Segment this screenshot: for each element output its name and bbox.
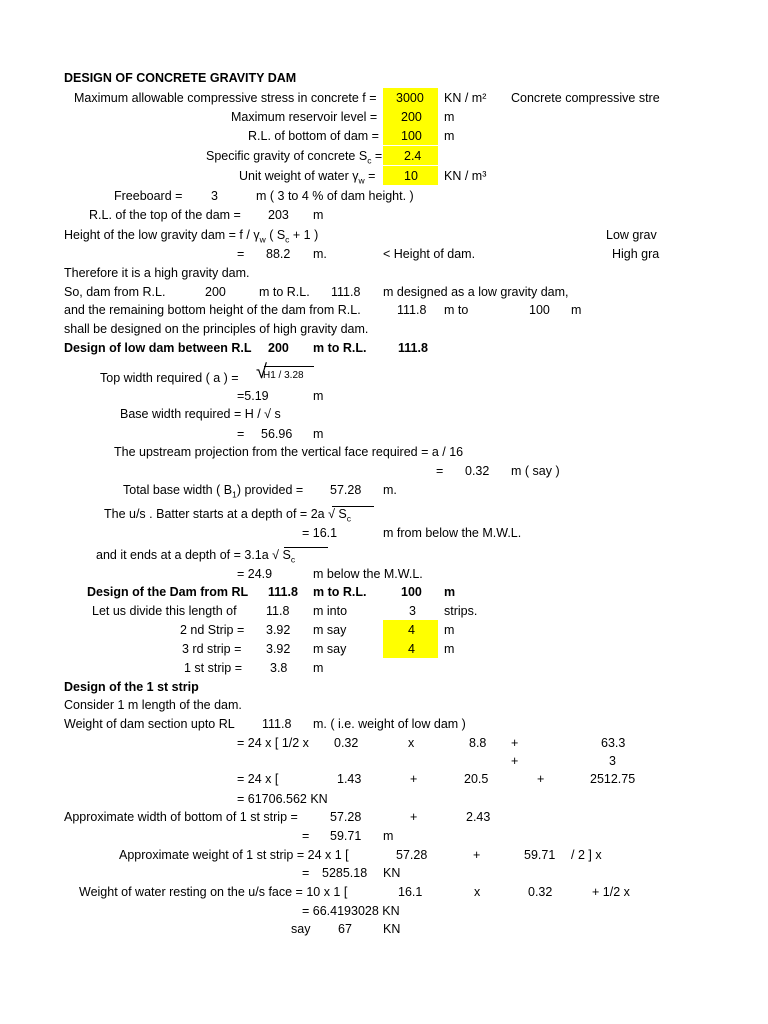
strip2-c: m: [444, 623, 455, 637]
high-dam-heading-c: m: [444, 585, 456, 599]
water-weight-result: = 66.4193028 KN: [302, 904, 400, 918]
divide-b: m into: [313, 604, 348, 618]
approx-weight-b: +: [473, 848, 481, 862]
calc1-b: x: [408, 736, 415, 750]
bottom-rl-unit: m: [444, 129, 455, 143]
top-width-unit: m: [313, 389, 324, 403]
base-width-unit: m: [313, 427, 324, 441]
strip1-a: 1 st strip =: [184, 661, 243, 675]
low-dam-heading-b: m to R.L.: [313, 341, 367, 355]
high-dam-heading-v1: 111.8: [268, 585, 298, 599]
freeboard-value: 3: [211, 189, 218, 203]
low-dam-range-c: m designed as a low gravity dam,: [383, 285, 569, 299]
calc1-a: = 24 x [ 1/2 x: [237, 736, 309, 750]
low-dam-height-value: 88.2: [266, 247, 291, 261]
water-weight-calc-v2: 0.32: [528, 885, 553, 899]
reservoir-value: 200: [401, 110, 422, 124]
high-dam-heading-v2: 100: [401, 585, 422, 599]
base-width-value: 56.96: [261, 427, 293, 441]
upstream-projection-value: 0.32: [465, 464, 490, 478]
strip1-heading: Design of the 1 st strip: [64, 680, 199, 694]
calc3-v2: 20.5: [464, 772, 489, 786]
batter-start-label: The u/s . Batter starts at a depth of = 2a √ $S_c$: [104, 507, 352, 524]
compressive-stress-note: Concrete compressive stre: [511, 91, 660, 105]
strip3-b: m say: [313, 642, 347, 656]
low-dam-heading-v2: 111.8: [398, 341, 428, 355]
approx-width-v1: 57.28: [330, 810, 362, 824]
water-weight-calc-a: Weight of water resting on the u/s face = 10 x 1 [: [79, 885, 348, 899]
consider-length: Consider 1 m length of the dam.: [64, 698, 242, 712]
calc3-c: +: [537, 772, 545, 786]
water-weight-say: say: [291, 922, 311, 936]
strip3-c: m: [444, 642, 455, 656]
water-weight-say-value: 67: [338, 922, 352, 936]
batter-start-unit: m from below the M.W.L.: [383, 526, 522, 540]
approx-weight-a: Approximate weight of 1 st strip = 24 x 1 [: [119, 848, 349, 862]
batter-start-result: = 16.1: [302, 526, 338, 540]
strip3-v1: 3.92: [266, 642, 291, 656]
water-weight-label: Unit weight of water $\gamma_w$ =: [239, 169, 376, 186]
divide-a: Let us divide this length of: [92, 604, 237, 618]
calc1-v1: 0.32: [334, 736, 359, 750]
high-dam-range-c: m: [571, 303, 582, 317]
base-width-eq: =: [237, 427, 245, 441]
low-dam-range-v1: 200: [205, 285, 226, 299]
high-dam-heading-b: m to R.L.: [313, 585, 367, 599]
approx-width-unit: m: [383, 829, 394, 843]
calc1-v2: 8.8: [469, 736, 487, 750]
bottom-rl-label: R.L. of bottom of dam =: [248, 129, 379, 143]
stress-unit: KN / m²: [444, 91, 487, 105]
reservoir-label: Maximum reservoir level =: [231, 110, 378, 124]
water-weight-calc-b: x: [474, 885, 481, 899]
approx-weight-unit: KN: [383, 866, 401, 880]
page-title: DESIGN OF CONCRETE GRAVITY DAM: [64, 71, 297, 85]
approx-width-a: Approximate width of bottom of 1 st strip =: [64, 810, 298, 824]
upstream-projection-label: The upstream projection from the vertical face required = a / 16: [114, 445, 464, 459]
calc3-v1: 1.43: [337, 772, 362, 786]
high-dam-range-v2: 100: [529, 303, 550, 317]
base-width-label: Base width required = H / √ s: [120, 407, 281, 421]
stress-label: Maximum allowable compressive stress in concrete f =: [74, 91, 377, 105]
reservoir-unit: m: [444, 110, 455, 124]
upstream-projection-eq: =: [436, 464, 444, 478]
low-dam-range-a: So, dam from R.L.: [64, 285, 166, 299]
low-dam-range-b: m to R.L.: [259, 285, 310, 299]
strip1-v1: 3.8: [270, 661, 288, 675]
strip1-b: m: [313, 661, 324, 675]
strip3-a: 3 rd strip =: [182, 642, 242, 656]
total-base-unit: m.: [383, 483, 397, 497]
freeboard-unit: m ( 3 to 4 % of dam height. ): [256, 189, 414, 203]
strip2-b: m say: [313, 623, 347, 637]
divide-c: strips.: [444, 604, 478, 618]
approx-width-eq: =: [302, 829, 310, 843]
weight-low-dam-v1: 111.8: [262, 717, 292, 731]
approx-weight-v2: 59.71: [524, 848, 556, 862]
batter-end-result: = 24.9: [237, 567, 273, 581]
approx-weight-value: 5285.18: [322, 866, 368, 880]
approx-width-value: 59.71: [330, 829, 362, 843]
low-dam-eq: =: [237, 247, 245, 261]
calc2-c: +: [511, 754, 519, 768]
stress-value: 3000: [396, 91, 424, 105]
radical-sign: √: [256, 361, 267, 383]
total-base-label: Total base width ( $B_1$) provided =: [123, 483, 304, 500]
strip2-a: 2 nd Strip =: [180, 623, 245, 637]
approx-weight-eq: =: [302, 866, 310, 880]
height-comparison: < Height of dam.: [383, 247, 476, 261]
total-base-value: 57.28: [330, 483, 362, 497]
sg-label: Specific gravity of concrete $S_c$ =: [206, 149, 383, 166]
approx-weight-v1: 57.28: [396, 848, 428, 862]
freeboard-label: Freeboard =: [114, 189, 183, 203]
calc3-a: = 24 x [: [237, 772, 279, 786]
water-weight-calc-c: + 1/2 x: [592, 885, 630, 899]
high-dam-heading-a: Design of the Dam from RL: [87, 585, 249, 599]
strip3-v2: 4: [408, 642, 415, 656]
strip2-v1: 3.92: [266, 623, 291, 637]
sg-value: 2.4: [404, 149, 422, 163]
high-dam-range-b: m to: [444, 303, 469, 317]
calc3-v3: 2512.75: [590, 772, 636, 786]
approx-width-v2: 2.43: [466, 810, 491, 824]
top-width-label: Top width required ( a ) =: [100, 371, 239, 385]
bottom-rl-value: 100: [401, 129, 422, 143]
approx-width-b: +: [410, 810, 418, 824]
calc1-v3: 63.3: [601, 736, 626, 750]
top-rl-unit: m: [313, 208, 324, 222]
batter-end-label: and it ends at a depth of = 3.1a √ $S_c$: [96, 548, 296, 565]
top-width-result: =5.19: [237, 389, 269, 403]
divide-v1: 11.8: [266, 604, 290, 618]
strip2-v2: 4: [408, 623, 415, 637]
weight-low-dam-b: m. ( i.e. weight of low dam ): [313, 717, 466, 731]
calc3-b: +: [410, 772, 418, 786]
water-weight-say-unit: KN: [383, 922, 401, 936]
weight-low-dam-a: Weight of dam section upto RL: [64, 717, 235, 731]
divide-v2: 3: [409, 604, 416, 618]
low-dam-height-label: Height of the low gravity dam = f / $\gamma_w$ ( $S_c + 1$ ): [64, 228, 319, 245]
batter-start-bar: [332, 506, 374, 507]
low-dam-weight-result: = 61706.562 KN: [237, 792, 328, 806]
low-dam-height-unit: m.: [313, 247, 327, 261]
high-gravity-note: High gra: [612, 247, 660, 261]
high-dam-range-v1: 111.8: [397, 303, 427, 317]
low-dam-heading-a: Design of low dam between R.L: [64, 341, 252, 355]
low-dam-range-v2: 111.8: [331, 285, 361, 299]
water-weight-unit: KN / m³: [444, 169, 487, 183]
top-rl-value: 203: [268, 208, 289, 222]
top-rl-label: R.L. of the top of the dam =: [89, 208, 241, 222]
conclusion-text: Therefore it is a high gravity dam.: [64, 266, 250, 280]
principle-text: shall be designed on the principles of high gravity dam.: [64, 322, 369, 336]
high-dam-range-a: and the remaining bottom height of the dam from R.L.: [64, 303, 361, 317]
calc1-c: +: [511, 736, 519, 750]
batter-end-unit: m below the M.W.L.: [313, 567, 423, 581]
water-weight-value: 10: [404, 169, 418, 183]
low-dam-heading-v1: 200: [268, 341, 289, 355]
calc2-v3: 3: [609, 754, 616, 768]
low-gravity-note: Low grav: [606, 228, 657, 242]
upstream-projection-unit: m ( say ): [511, 464, 560, 478]
water-weight-calc-v1: 16.1: [398, 885, 423, 899]
batter-end-bar: [284, 547, 328, 548]
approx-weight-c: / 2 ] x: [571, 848, 602, 862]
top-width-expr: H1 / 3.28: [263, 370, 304, 381]
